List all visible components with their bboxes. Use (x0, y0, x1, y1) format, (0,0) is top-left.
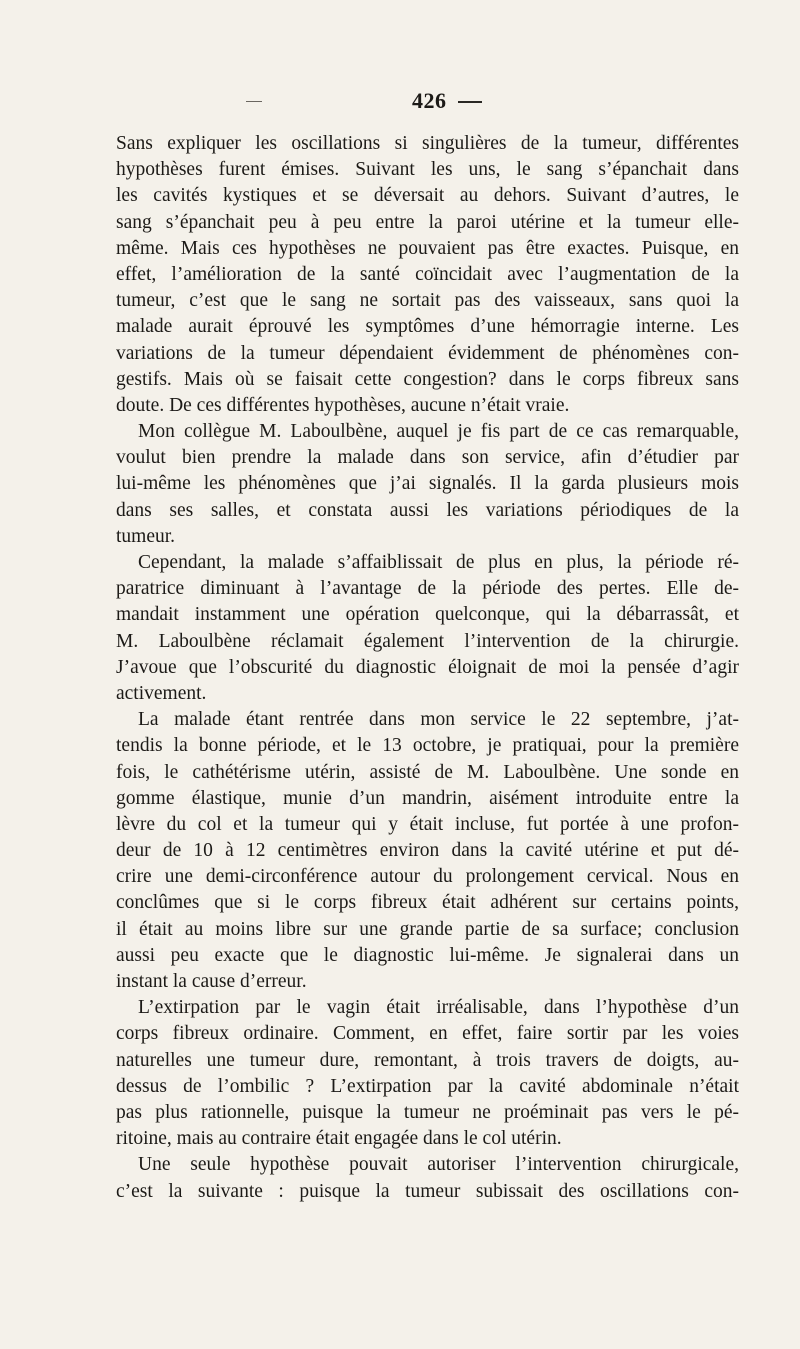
text-line: Mon collègue M. Laboulbène, auquel je fis part de ce cas remarquable, (138, 421, 739, 443)
text-line: tumeur, c’est que le sang ne sortait pas des vaisseaux, sans quoi la (116, 290, 739, 312)
paragraph-2 (116, 419, 739, 550)
text-line: il était au moins libre sur une grande partie de sa surface; conclusion (116, 918, 739, 940)
text-line: aussi peu exacte que le diagnostic lui-même. Je signalerai dans un (116, 944, 739, 966)
text-line: sang s’épanchait peu à peu entre la paroi utérine et la tumeur elle- (116, 211, 739, 233)
text-line: M. Laboulbène réclamait également l’intervention de la chirurgie. (116, 630, 739, 652)
page-number: 426 (412, 88, 447, 113)
text-line: voulut bien prendre la malade dans son service, afin d’étudier par (116, 447, 739, 469)
paragraph-3 (116, 550, 739, 707)
text-line: même. Mais ces hypothèses ne pouvaient pas être exactes. Puisque, en (116, 237, 739, 259)
text-line: paratrice diminuant à l’avantage de la période des pertes. Elle de- (116, 578, 739, 600)
paragraph-5 (116, 995, 739, 1152)
text-line: hypothèses furent émises. Suivant les uns, le sang s’épanchait dans (116, 159, 739, 181)
paragraph-6 (116, 1152, 739, 1204)
text-line: pas plus rationnelle, puisque la tumeur ne proéminait pas vers le pé- (116, 1101, 739, 1123)
page-header (0, 88, 800, 128)
text-line: effet, l’amélioration de la santé coïncidait avec l’augmentation de la (116, 263, 739, 285)
text-line: gestifs. Mais où se faisait cette congestion? dans le corps fibreux sans (116, 368, 739, 390)
header-dash-right (458, 101, 482, 103)
text-line: activement. (116, 682, 207, 704)
text-line: crire une demi-circonférence autour du prolongement cervical. Nous en (116, 866, 739, 888)
text-line: J’avoue que l’obscurité du diagnostic éloignait de moi la pensée d’agir (116, 656, 739, 678)
text-line: dessus de l’ombilic ? L’extirpation par la cavité abdominale n’était (116, 1075, 739, 1097)
text-line: ritoine, mais au contraire était engagée dans le col utérin. (116, 1128, 562, 1150)
text-line: conclûmes que si le corps fibreux était adhérent sur certains points, (116, 892, 739, 914)
text-line: tumeur. (116, 525, 176, 547)
text-line: variations de la tumeur dépendaient évidemment de phénomènes con- (116, 342, 739, 364)
body-text (116, 131, 739, 1205)
text-line: lui-même les phénomènes que j’ai signalés. Il la garda plusieurs mois (116, 473, 739, 495)
text-line: mandait instamment une opération quelconque, qui la débarrassât, et (116, 604, 739, 626)
text-line: lèvre du col et la tumeur qui y était incluse, fut portée à une profon- (116, 813, 739, 835)
text-line: naturelles une tumeur dure, remontant, à trois travers de doigts, au- (116, 1049, 739, 1071)
text-line: malade aurait éprouvé les symptômes d’une hémorragie interne. Les (116, 316, 739, 338)
header-dash-left (246, 101, 262, 102)
text-line: L’extirpation par le vagin était irréalisable, dans l’hypothèse d’un (138, 997, 739, 1019)
paragraph-1 (116, 131, 739, 419)
text-line: deur de 10 à 12 centimètres environ dans la cavité utérine et put dé- (116, 840, 739, 862)
text-line: Cependant, la malade s’affaiblissait de plus en plus, la période ré- (138, 552, 739, 573)
text-line: instant la cause d’erreur. (116, 971, 307, 992)
text-line: tendis la bonne période, et le 13 octobre, je pratiquai, pour la première (116, 735, 739, 757)
text-line: Une seule hypothèse pouvait autoriser l’intervention chirurgicale, (138, 1154, 739, 1176)
text-line: La malade étant rentrée dans mon service le 22 septembre, j’at- (138, 709, 739, 731)
text-line: gomme élastique, munie d’un mandrin, aisément introduite entre la (116, 787, 739, 809)
paragraph-4 (116, 707, 739, 995)
text-line: Sans expliquer les oscillations si singulières de la tumeur, différentes (116, 133, 739, 154)
text-line: fois, le cathétérisme utérin, assisté de M. Laboulbène. Une sonde en (116, 761, 739, 783)
text-line: c’est la suivante : puisque la tumeur subissait des oscillations con- (116, 1180, 739, 1202)
text-line: les cavités kystiques et se déversait au dehors. Suivant d’autres, le (116, 185, 739, 207)
text-line: doute. De ces différentes hypothèses, aucune n’était vraie. (116, 394, 570, 416)
text-line: corps fibreux ordinaire. Comment, en effet, faire sortir par les voies (116, 1023, 739, 1045)
text-line: dans ses salles, et constata aussi les variations périodiques de la (116, 499, 739, 521)
